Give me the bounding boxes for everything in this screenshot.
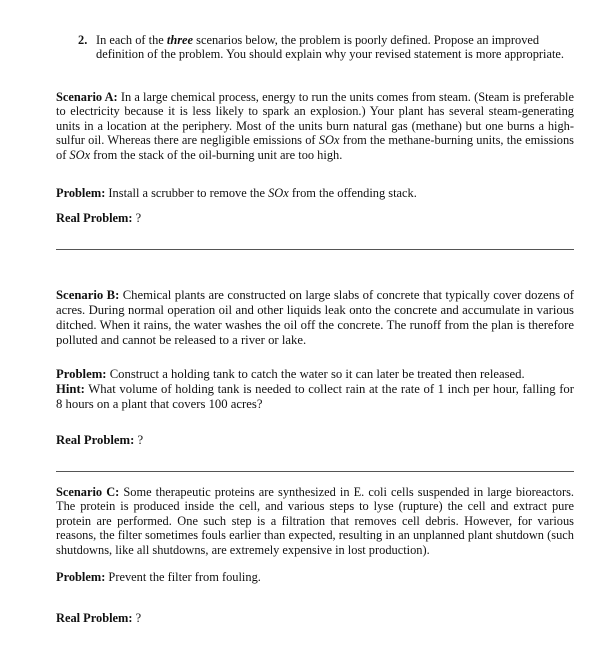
problem-label: Problem: [56,367,107,381]
hint-label: Hint: [56,382,85,396]
scenario-c-problem: Problem: Prevent the filter from fouling. [56,570,261,584]
real-problem-label: Real Problem: [56,211,133,225]
scenario-a-real-problem: Real Problem: ? [56,211,142,225]
question-emphasis: three [166,33,194,47]
real-problem-label: Real Problem: [56,611,133,625]
scenario-b-label: Scenario B: [56,288,120,302]
question-number: 2. [78,33,88,47]
scenario-a-paragraph: Scenario A: In a large chemical process, energy to run the units comes from steam. (Steam is preferable to electricity because it is less likely to spark an explosion.) Your plant has several steam-generating units in a location at the periphery. Most of the units burn natural gas (methane) but one burns a high-sulfur oil. Whereas there are negligible emissions of SOx from the methane-burning units, the emissions of SOx from the stack of the oil-burning unit are too high. [56,90,574,162]
problem-label: Problem: [56,186,106,200]
problem-label: Problem: [56,570,106,584]
question-prompt: In each of the three scenarios below, the problem is poorly defined. Propose an improved definition of the problem. You should explain why your revised statement is more appropriate. [96,33,564,62]
scenario-b-paragraph: Scenario B: Chemical plants are constructed on large slabs of concrete that typically cover dozens of acres. During normal operation oil and other liquids leak onto the concrete and accumulate in various ditched. When it rains, the water washes the oil off the concrete. The runoff from the plan is therefore polluted and cannot be released to a river or lake. [56,288,574,347]
real-problem-label: Real Problem: [56,433,135,447]
answer-line [56,249,574,250]
scenario-b-problem: Problem: Construct a holding tank to catch the water so it can later be treated then released. Hint: What volume of holding tank is needed to collect rain at the rate of 1 inch per hour, falling for 8 hours on a plant that covers 100 acres? [56,367,574,411]
scenario-a-label: Scenario A: [56,90,118,104]
sox-symbol: SOx [69,147,91,162]
sox-symbol: SOx [318,133,340,148]
scenario-c-label: Scenario C: [56,485,120,499]
scenario-a-problem: Problem: Install a scrubber to remove the SOx from the offending stack. [56,186,417,200]
scenario-c-real-problem: Real Problem: ? [56,611,142,625]
answer-line [56,471,574,472]
scenario-c-paragraph: Scenario C: Some therapeutic proteins are synthesized in E. coli cells suspended in large bioreactors. The protein is produced inside the cell, and various steps to lyse (rupture) the cell and extract pure protein are performed. One such step is a filtration that removes cell debris. However, for various reasons, the filter sometimes fouls earlier than expected, resulting in an unplanned plant shutdown (such shutdowns, like all shutdowns, are extremely expensive in lost production). [56,485,574,557]
sox-symbol: SOx [268,186,289,200]
scenario-b-real-problem: Real Problem: ? [56,433,144,447]
